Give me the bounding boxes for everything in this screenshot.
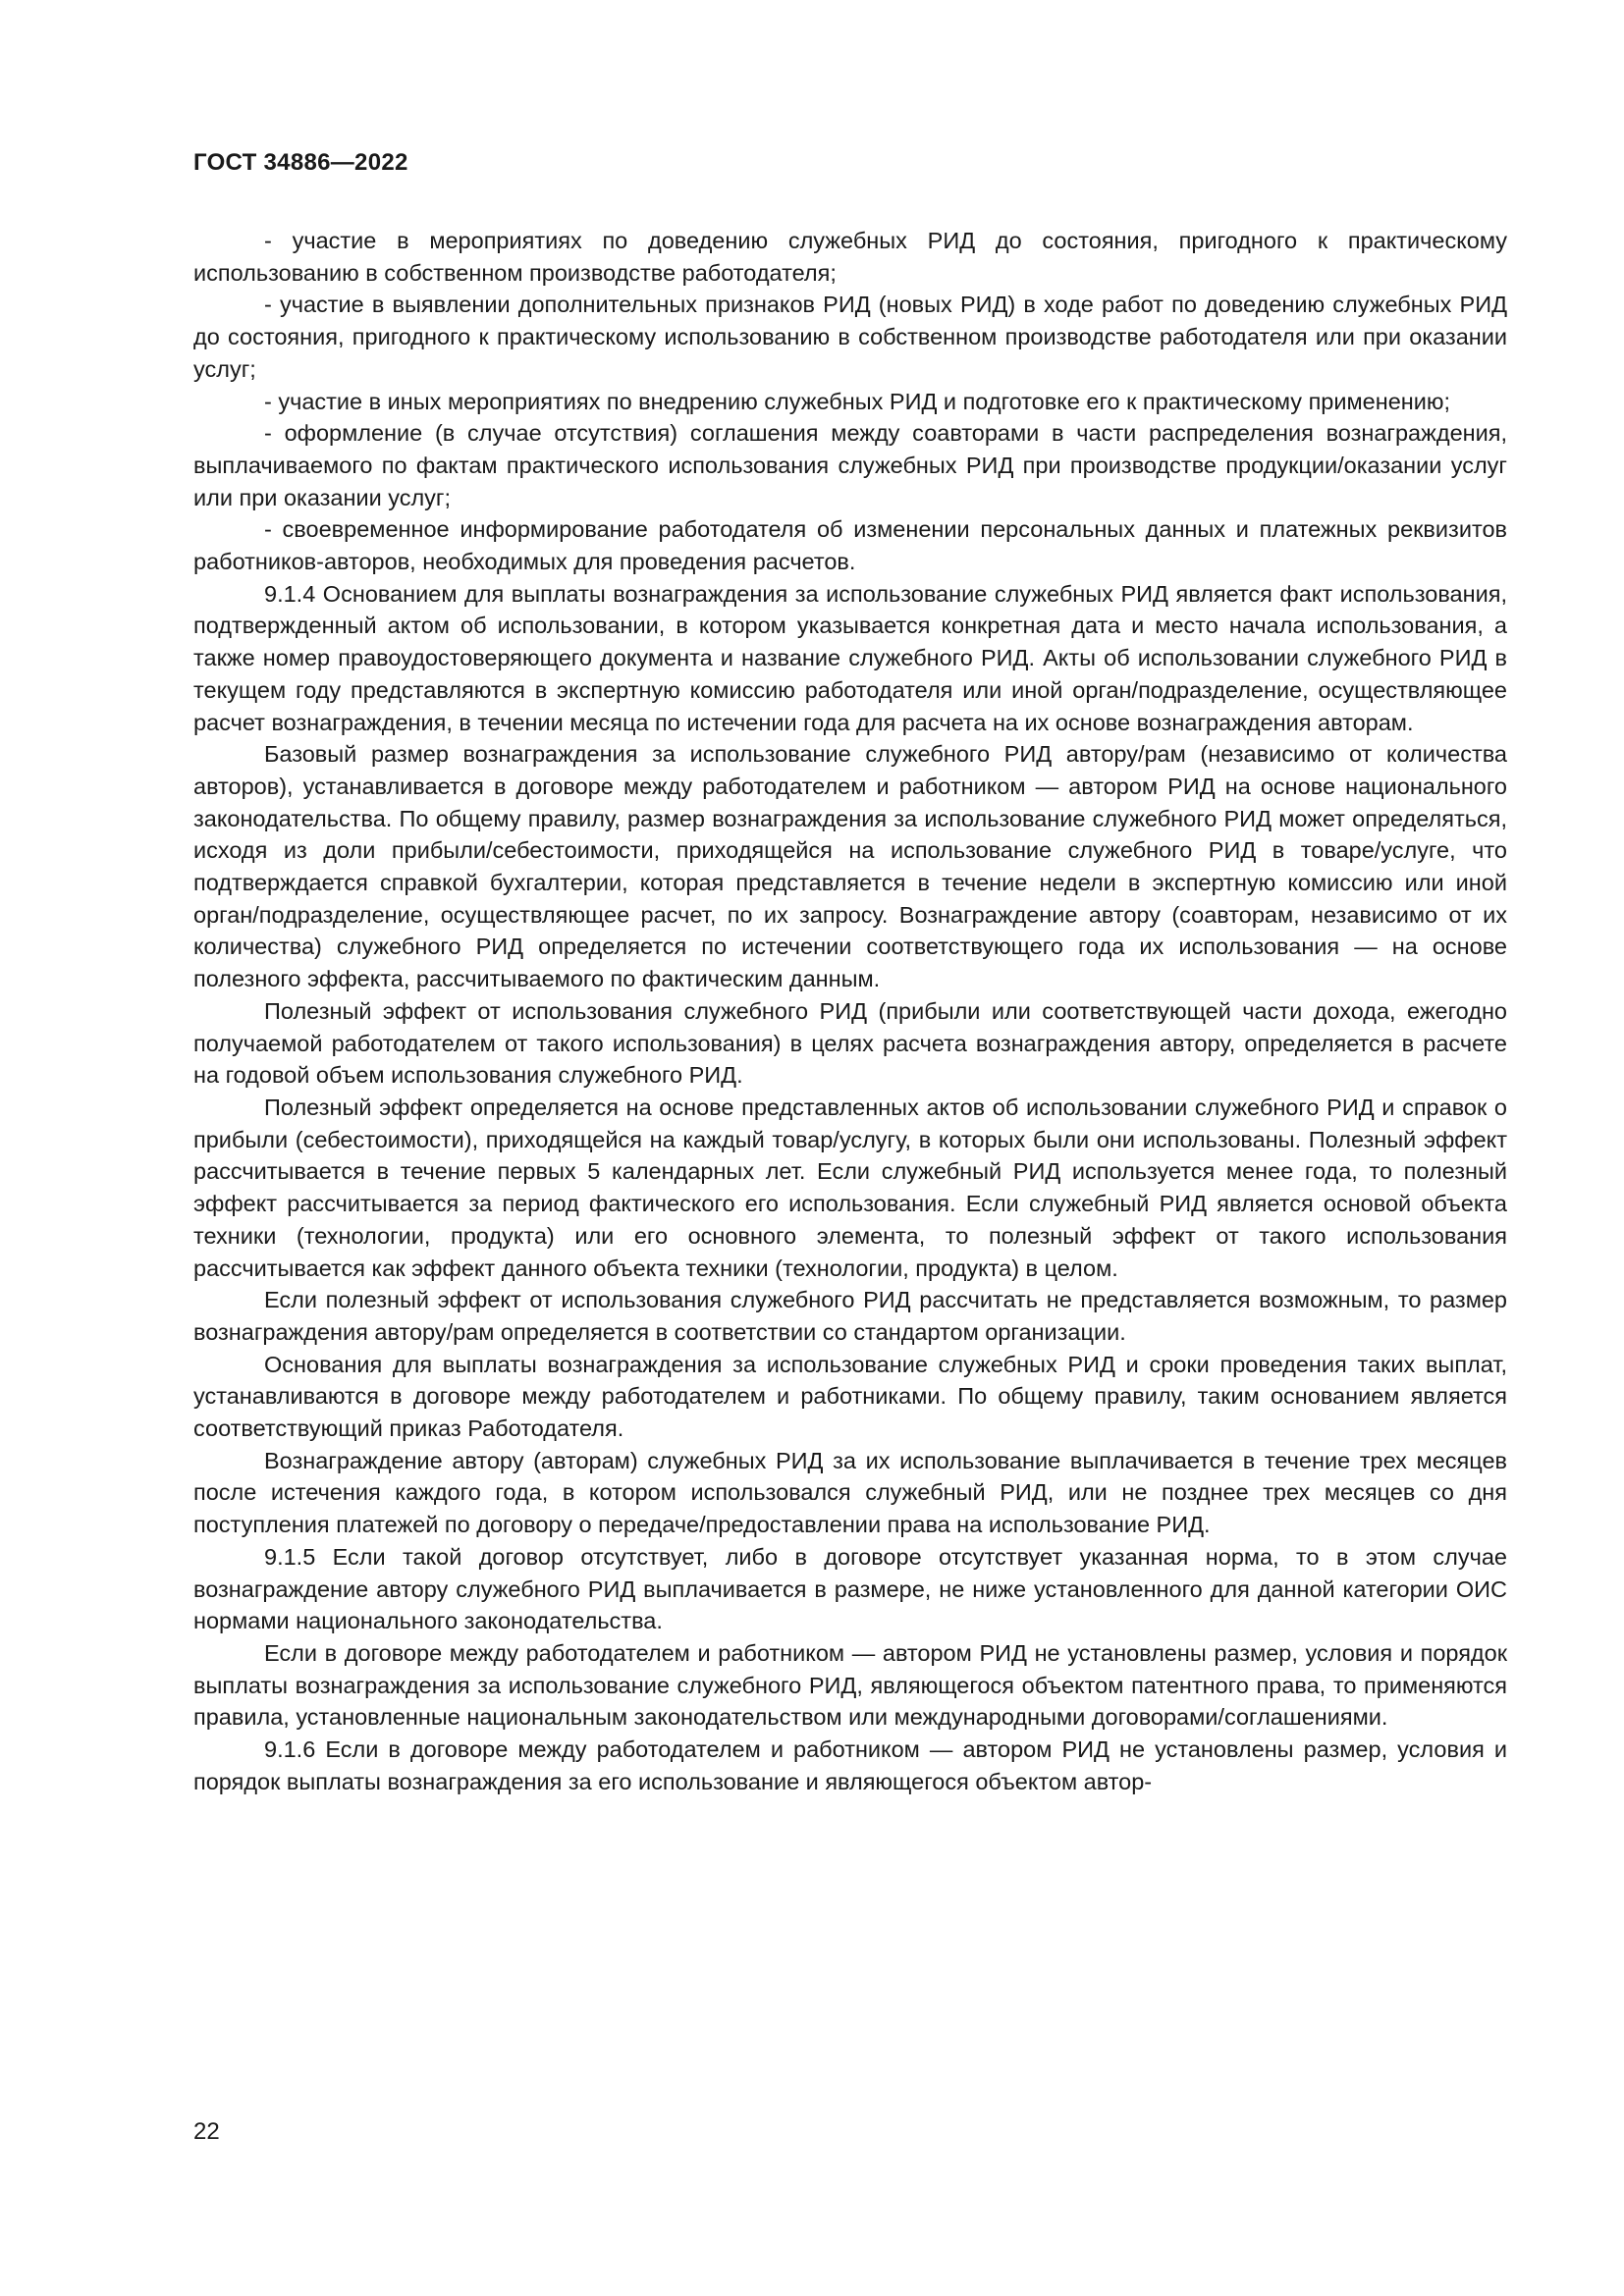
paragraph: Полезный эффект определяется на основе представленных актов об использовании служебного РИД и справок о прибыли (себестоимости), приходящейся на каждый товар/услугу, в которых были они использованы. Полезный эффект рассчитывается в течение первых 5 календарных лет. Если служебный РИД используется менее года, то полезный эффект рассчитывается за период фактического его использования. Если служебный РИД является основой объекта техники (технологии, продукта) или его основного элемента, то полезный эффект от такого использования рассчитывается как эффект данного объекта техники (технологии, продукта) в целом. xyxy=(193,1094,1507,1281)
paragraph: - участие в мероприятиях по доведению служебных РИД до состояния, пригодного к практическому использованию в собственном производстве работодателя; xyxy=(193,228,1507,286)
paragraph: Полезный эффект от использования служебного РИД (прибыли или соответствующей части дохода, ежегодно получаемой работодателем от такого использования) в целях расчета вознаграждения автору, определяется в расчете на годовой объем использования служебного РИД. xyxy=(193,997,1507,1089)
paragraph: 9.1.5 Если такой договор отсутствует, либо в договоре отсутствует указанная норма, то в этом случае вознаграждение автору служебного РИД выплачивается в размере, не ниже установленного для данной категории ОИС нормами национального законодательства. xyxy=(193,1543,1507,1634)
paragraph: Основания для выплаты вознаграждения за использование служебных РИД и сроки проведения таких выплат, устанавливаются в договоре между работодателем и работниками. По общему правилу, таким основанием является соответствующий приказ Работодателя. xyxy=(193,1351,1507,1442)
paragraph: - участие в выявлении дополнительных признаков РИД (новых РИД) в ходе работ по доведению служебных РИД до состояния, пригодного к практическому использованию в собственном производстве работодателя или при оказании услуг; xyxy=(193,292,1507,382)
paragraph: Вознаграждение автору (авторам) служебных РИД за их использование выплачивается в течение трех месяцев после истечения каждого года, в котором использовался служебный РИД, или не позднее трех месяцев со дня поступления платежей по договору о передаче/предоставлении права на использование РИД. xyxy=(193,1447,1507,1538)
document-header: ГОСТ 34886—2022 xyxy=(193,149,408,176)
paragraph: Если полезный эффект от использования служебного РИД рассчитать не представляется возможным, то размер вознаграждения автору/рам определяется в соответствии со стандартом организации. xyxy=(193,1287,1507,1345)
paragraph: - участие в иных мероприятиях по внедрению служебных РИД и подготовке его к практическому применению; xyxy=(264,388,1451,414)
document-body xyxy=(193,225,1507,1797)
page-number: 22 xyxy=(193,2118,220,2145)
paragraph: Если в договоре между работодателем и работником — автором РИД не установлены размер, условия и порядок выплаты вознаграждения за использование служебного РИД, являющегося объектом патентного права, то применяются правила, установленные национальным законодательством или международными договорами/соглашениями. xyxy=(193,1639,1507,1731)
paragraph: Базовый размер вознаграждения за использование служебного РИД автору/рам (независимо от количества авторов), устанавливается в договоре между работодателем и работником — автором РИД на основе национального законодательства. По общему правилу, размер вознаграждения за использование служебного РИД может определяться, исходя из доли прибыли/себестоимости, приходящейся на использование служебного РИД в товаре/услуге, что подтверждается справкой бухгалтерии, которая представляется в течение недели в экспертную комиссию или иной орган/подразделение, осуществляющее расчет, по их запросу. Вознаграждение автору (соавторам, независимо от их количества) служебного РИД определяется по истечении соответствующего года их использования — на основе полезного эффекта, рассчитываемого по фактическим данным. xyxy=(193,741,1507,992)
paragraph: 9.1.4 Основанием для выплаты вознаграждения за использование служебных РИД является факт использования, подтвержденный актом об использовании, в котором указывается конкретная дата и место начала использования, а также номер правоудостоверяющего документа и название служебного РИД. Акты об использовании служебного РИД в текущем году представляются в экспертную комиссию работодателя или иной орган/подразделение, осуществляющее расчет вознаграждения, в течении месяца по истечении года для расчета на их основе вознаграждения авторам. xyxy=(193,580,1507,735)
paragraph: - оформление (в случае отсутствия) соглашения между соавторами в части распределения вознаграждения, выплачиваемого по фактам практического использования служебных РИД при производстве продукции/оказании услуг или при оказании услуг; xyxy=(193,420,1507,510)
paragraph: 9.1.6 Если в договоре между работодателем и работником — автором РИД не установлены размер, условия и порядок выплаты вознаграждения за его использование и являющегося объектом автор- xyxy=(193,1736,1507,1794)
paragraph: - своевременное информирование работодателя об изменении персональных данных и платежных реквизитов работников-авторов, необходимых для проведения расчетов. xyxy=(193,516,1507,575)
